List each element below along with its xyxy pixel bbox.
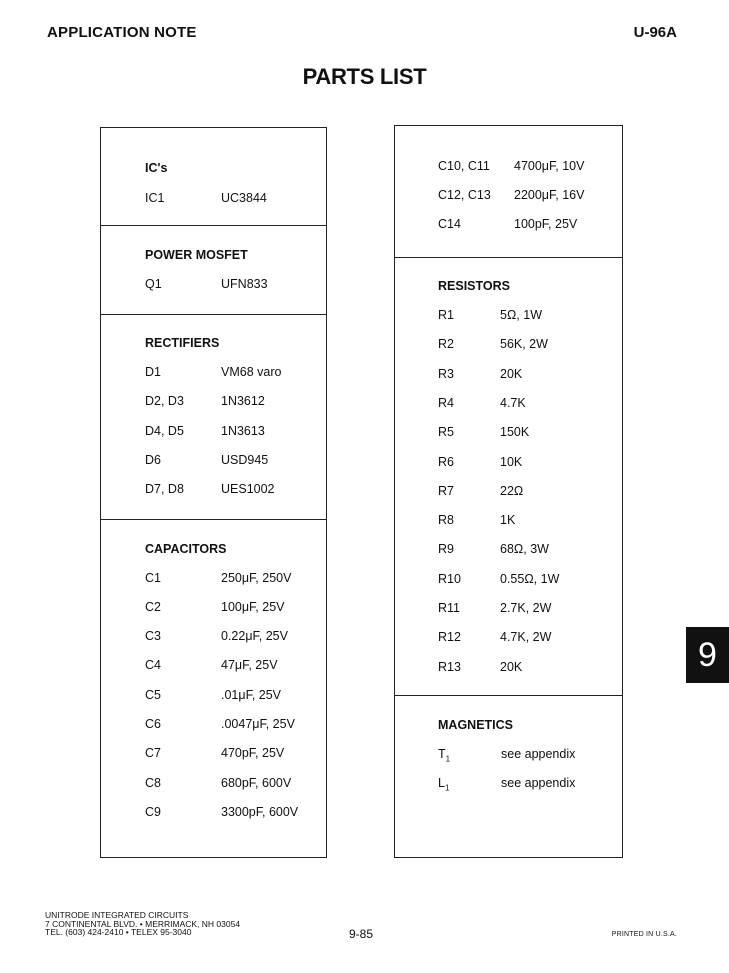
part-ref: R11 bbox=[438, 601, 461, 615]
part-ref: D6 bbox=[145, 453, 161, 467]
part-value: 4700μF, 10V bbox=[514, 159, 585, 173]
part-ref: C5 bbox=[145, 688, 161, 702]
address-line: UNITRODE INTEGRATED CIRCUITS bbox=[45, 910, 189, 920]
address-line: 7 CONTINENTAL BLVD. • MERRIMACK, NH 03054 bbox=[45, 918, 241, 929]
part-value: 22Ω bbox=[500, 484, 524, 498]
part-value: 1K bbox=[500, 513, 516, 527]
part-ref: D4, D5 bbox=[145, 424, 184, 438]
part-ref: R9 bbox=[438, 542, 454, 556]
part-ref: C6 bbox=[145, 717, 161, 731]
part-ref: C12, C13 bbox=[438, 188, 491, 202]
section-tab: 9 bbox=[686, 627, 729, 683]
part-value: 47μF, 25V bbox=[221, 658, 278, 672]
part-ref bbox=[438, 776, 449, 793]
part-value: VM68 varo bbox=[221, 365, 282, 379]
part-value: see appendix bbox=[501, 747, 576, 761]
part-ref: R10 bbox=[438, 572, 461, 586]
section-ics bbox=[101, 128, 326, 226]
part-ref-letter: T bbox=[438, 747, 446, 761]
part-ref: C14 bbox=[438, 217, 461, 231]
part-value: 20K bbox=[500, 660, 523, 674]
part-ref: C7 bbox=[145, 746, 161, 760]
part-ref: D1 bbox=[145, 365, 161, 379]
part-ref: C9 bbox=[145, 805, 161, 819]
part-value: UES1002 bbox=[221, 482, 275, 496]
part-ref: R6 bbox=[438, 455, 454, 469]
part-ref-subscript: 1 bbox=[445, 754, 451, 764]
section-heading: IC's bbox=[145, 161, 168, 175]
address-line: TEL. (603) 424-2410 • TELEX 95-3040 bbox=[45, 927, 192, 937]
section-rectifiers bbox=[101, 314, 326, 520]
part-ref: R7 bbox=[438, 484, 454, 498]
part-value: UFN833 bbox=[221, 277, 268, 291]
part-value: 100pF, 25V bbox=[514, 217, 578, 231]
part-ref: Q1 bbox=[145, 277, 162, 291]
part-ref: C10, C11 bbox=[438, 159, 490, 173]
part-ref: R2 bbox=[438, 337, 454, 351]
section-resistors bbox=[395, 257, 622, 696]
part-ref: R4 bbox=[438, 396, 454, 410]
part-value: 56K, 2W bbox=[500, 337, 548, 351]
part-ref-subscript: 1 bbox=[444, 783, 450, 793]
printed-in-note: PRINTED IN U.S.A. bbox=[611, 931, 677, 938]
part-value: 4.7K bbox=[500, 396, 526, 410]
part-ref: C4 bbox=[145, 658, 161, 672]
part-value: 0.22μF, 25V bbox=[221, 629, 288, 643]
page-title: PARTS LIST bbox=[302, 64, 427, 89]
part-value: 2.7K, 2W bbox=[500, 601, 552, 615]
part-value: .01μF, 25V bbox=[221, 688, 282, 702]
left-parts-panel bbox=[100, 127, 327, 858]
part-value: 4.7K, 2W bbox=[500, 630, 552, 644]
part-value: 0.55Ω, 1W bbox=[500, 572, 560, 586]
section-heading: RECTIFIERS bbox=[145, 336, 220, 350]
part-ref: R1 bbox=[438, 308, 454, 322]
part-ref: R8 bbox=[438, 513, 454, 527]
section-power-mosfet bbox=[101, 225, 326, 315]
part-value: 2200μF, 16V bbox=[514, 188, 585, 202]
part-ref: C8 bbox=[145, 776, 161, 790]
part-ref: R3 bbox=[438, 367, 454, 381]
part-value: UC3844 bbox=[221, 191, 267, 205]
section-magnetics bbox=[395, 695, 622, 857]
part-value: 250μF, 250V bbox=[221, 571, 292, 585]
part-value: 1N3612 bbox=[221, 394, 265, 408]
part-value: USD945 bbox=[221, 453, 269, 467]
part-ref bbox=[438, 747, 450, 764]
section-capacitors bbox=[101, 519, 326, 857]
part-value: .0047μF, 25V bbox=[221, 717, 295, 731]
part-ref: C1 bbox=[145, 571, 161, 585]
part-ref: C2 bbox=[145, 600, 161, 614]
section-heading: MAGNETICS bbox=[438, 718, 513, 732]
part-value: 100μF, 25V bbox=[221, 600, 285, 614]
part-ref-letter: L bbox=[438, 776, 445, 790]
part-ref: D7, D8 bbox=[145, 482, 184, 496]
part-value: 1N3613 bbox=[221, 424, 265, 438]
part-ref: R5 bbox=[438, 425, 454, 439]
part-ref: R13 bbox=[438, 660, 461, 674]
part-ref: D2, D3 bbox=[145, 394, 184, 408]
part-value: 3300pF, 600V bbox=[221, 805, 299, 819]
company-address bbox=[45, 911, 240, 937]
page-number: 9-85 bbox=[349, 927, 374, 941]
header-left: APPLICATION NOTE bbox=[47, 24, 197, 41]
part-value: 680pF, 600V bbox=[221, 776, 292, 790]
section-heading: RESISTORS bbox=[438, 279, 511, 293]
part-ref: C3 bbox=[145, 629, 161, 643]
part-value: 10K bbox=[500, 455, 523, 469]
section-heading: POWER MOSFET bbox=[145, 248, 248, 262]
part-ref: R12 bbox=[438, 630, 461, 644]
part-value: 68Ω, 3W bbox=[500, 542, 549, 556]
section-heading: CAPACITORS bbox=[145, 542, 227, 556]
part-value: 20K bbox=[500, 367, 523, 381]
part-value: 5Ω, 1W bbox=[500, 308, 542, 322]
document-number: U-96A bbox=[633, 24, 677, 41]
part-ref: IC1 bbox=[145, 191, 165, 205]
section-capacitors-continued bbox=[395, 126, 622, 258]
part-value: see appendix bbox=[501, 776, 576, 790]
right-parts-panel bbox=[394, 125, 623, 858]
part-value: 470pF, 25V bbox=[221, 746, 285, 760]
part-value: 150K bbox=[500, 425, 530, 439]
